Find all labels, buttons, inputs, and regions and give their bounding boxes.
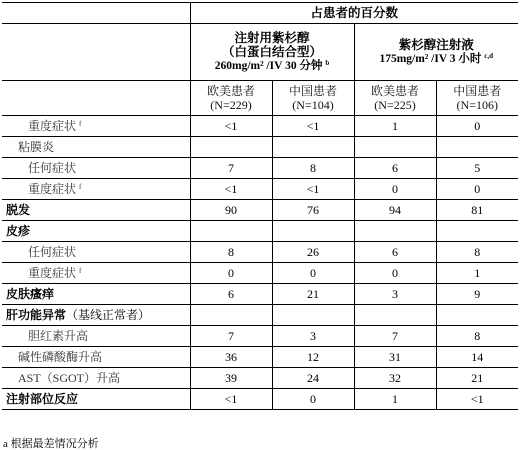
table-cell: 21 bbox=[436, 368, 518, 389]
table-row bbox=[2, 116, 518, 137]
table-cell: 7 bbox=[354, 326, 436, 347]
table-cell bbox=[354, 305, 436, 326]
table-cell: 94 bbox=[354, 200, 436, 221]
table-cell: 36 bbox=[190, 347, 272, 368]
row-label-note: （基线正常者） bbox=[66, 308, 151, 322]
footnote-mark: f bbox=[79, 120, 82, 128]
table-cell bbox=[190, 221, 272, 242]
table-row bbox=[2, 242, 518, 263]
table-cell: 9 bbox=[436, 284, 518, 305]
table-row bbox=[2, 200, 518, 221]
table-cell: 0 bbox=[436, 116, 518, 137]
table-cell: 8 bbox=[272, 158, 354, 179]
table-cell bbox=[354, 137, 436, 158]
column-header bbox=[436, 81, 518, 116]
row-label bbox=[2, 305, 190, 326]
row-label-text: 任何症状 bbox=[28, 245, 77, 259]
row-label bbox=[2, 200, 190, 221]
table-cell: 6 bbox=[354, 242, 436, 263]
group-header-paclitaxel-injection bbox=[354, 24, 518, 81]
table-row bbox=[2, 305, 518, 326]
table-cell: 8 bbox=[436, 242, 518, 263]
table-cell: 0 bbox=[436, 179, 518, 200]
row-label-text: 粘膜炎 bbox=[18, 140, 55, 154]
group1-dose bbox=[195, 59, 350, 73]
table-cell: <1 bbox=[190, 389, 272, 410]
table-cell: 39 bbox=[190, 368, 272, 389]
row-label-text: 脱发 bbox=[6, 203, 31, 217]
group1-name: 注射用紫杉醇 bbox=[234, 31, 310, 45]
table-row bbox=[2, 368, 518, 389]
row-label-text: AST（SGOT）升高 bbox=[18, 371, 121, 385]
table-row bbox=[2, 263, 518, 284]
row-label-text: 皮疹 bbox=[6, 224, 31, 238]
table-cell: <1 bbox=[190, 179, 272, 200]
table-cell: 1 bbox=[436, 263, 518, 284]
group2-name: 紫杉醇注射液 bbox=[398, 38, 474, 52]
row-label bbox=[2, 116, 190, 137]
row-label-text: 碱性磷酸酶升高 bbox=[18, 350, 103, 364]
column-header-name: 欧美患者 bbox=[206, 84, 255, 98]
table-cell: 3 bbox=[354, 284, 436, 305]
table-cell bbox=[436, 305, 518, 326]
row-label bbox=[2, 158, 190, 179]
row-label-text: 重度症状 bbox=[28, 119, 77, 133]
table-cell bbox=[436, 137, 518, 158]
row-label bbox=[2, 347, 190, 368]
header-empty-cell bbox=[2, 24, 190, 81]
column-header bbox=[190, 81, 272, 116]
row-label-text: 重度症状 bbox=[28, 266, 77, 280]
table-cell: 81 bbox=[436, 200, 518, 221]
column-header bbox=[354, 81, 436, 116]
table-cell bbox=[436, 221, 518, 242]
column-header-name: 中国患者 bbox=[288, 84, 337, 98]
row-label bbox=[2, 137, 190, 158]
group-header-nab-paclitaxel bbox=[190, 24, 354, 81]
table-cell bbox=[190, 305, 272, 326]
row-label-text: 胆红素升高 bbox=[28, 329, 89, 343]
row-label-text: 重度症状 bbox=[28, 182, 77, 196]
table-cell: <1 bbox=[436, 389, 518, 410]
table-cell: 24 bbox=[272, 368, 354, 389]
row-label bbox=[2, 242, 190, 263]
table-cell: 32 bbox=[354, 368, 436, 389]
table-cell: 7 bbox=[190, 158, 272, 179]
table-cell: 21 bbox=[272, 284, 354, 305]
column-header-name: 欧美患者 bbox=[370, 84, 419, 98]
table-cell: 0 bbox=[272, 263, 354, 284]
table-cell bbox=[354, 221, 436, 242]
column-header-n: (N=225) bbox=[374, 98, 416, 112]
table-cell: 3 bbox=[272, 326, 354, 347]
table-cell: 7 bbox=[190, 326, 272, 347]
row-label bbox=[2, 221, 190, 242]
table-cell: 31 bbox=[354, 347, 436, 368]
table-cell: 5 bbox=[436, 158, 518, 179]
table-cell: 0 bbox=[354, 263, 436, 284]
table-row bbox=[2, 158, 518, 179]
row-label bbox=[2, 326, 190, 347]
table-cell: 0 bbox=[354, 179, 436, 200]
adverse-events-table bbox=[2, 2, 518, 410]
table-cell: 1 bbox=[354, 116, 436, 137]
table-row bbox=[2, 284, 518, 305]
table-cell: 14 bbox=[436, 347, 518, 368]
table-cell bbox=[190, 137, 272, 158]
group1-footnote-mark: b bbox=[325, 59, 330, 67]
table-cell: 12 bbox=[272, 347, 354, 368]
table-row bbox=[2, 179, 518, 200]
column-header-n: (N=229) bbox=[210, 98, 252, 112]
column-header-name: 中国患者 bbox=[453, 84, 502, 98]
table-row bbox=[2, 221, 518, 242]
row-label bbox=[2, 368, 190, 389]
table-cell: 8 bbox=[436, 326, 518, 347]
header-empty-cell bbox=[2, 3, 190, 24]
column-header-n: (N=104) bbox=[292, 98, 334, 112]
row-label bbox=[2, 389, 190, 410]
header-empty-cell bbox=[2, 81, 190, 116]
table-cell: 1 bbox=[354, 389, 436, 410]
table-row bbox=[2, 137, 518, 158]
row-label-text: 皮肤瘙痒 bbox=[6, 287, 55, 301]
header-row-title bbox=[2, 3, 518, 24]
header-title: 占患者的百分数 bbox=[190, 3, 518, 24]
row-label-text: 肝功能异常 bbox=[6, 308, 67, 322]
row-label-text: 任何症状 bbox=[28, 161, 77, 175]
row-label bbox=[2, 284, 190, 305]
table-cell: 0 bbox=[272, 389, 354, 410]
group2-dose-text: 175mg/m² /IV 3 小时 bbox=[379, 53, 482, 65]
group2-dose bbox=[359, 52, 515, 66]
table-row bbox=[2, 389, 518, 410]
table-cell: <1 bbox=[272, 116, 354, 137]
table-cell: <1 bbox=[190, 116, 272, 137]
column-header bbox=[272, 81, 354, 116]
group1-dose-text: 260mg/m² /IV 30 分钟 bbox=[214, 60, 323, 72]
table-cell: 6 bbox=[190, 284, 272, 305]
table-cell: 76 bbox=[272, 200, 354, 221]
table-cell: 6 bbox=[354, 158, 436, 179]
table-cell: 90 bbox=[190, 200, 272, 221]
header-row-populations bbox=[2, 81, 518, 116]
table-row bbox=[2, 347, 518, 368]
row-label-text: 注射部位反应 bbox=[6, 392, 79, 406]
row-label bbox=[2, 179, 190, 200]
table-cell: 8 bbox=[190, 242, 272, 263]
header-row-groups bbox=[2, 24, 518, 81]
group1-subtitle: （白蛋白结合型） bbox=[221, 45, 322, 59]
row-label bbox=[2, 263, 190, 284]
table-cell bbox=[272, 137, 354, 158]
table-cell bbox=[272, 305, 354, 326]
footnote-mark: f bbox=[79, 183, 82, 191]
table-row bbox=[2, 326, 518, 347]
table-cell bbox=[272, 221, 354, 242]
table-cell: <1 bbox=[272, 179, 354, 200]
table-cell: 26 bbox=[272, 242, 354, 263]
table-cell: 0 bbox=[190, 263, 272, 284]
column-header-n: (N=106) bbox=[456, 98, 498, 112]
group2-footnote-mark: c,d bbox=[484, 52, 494, 60]
table-footnote: a 根据最差情况分析 bbox=[3, 438, 99, 450]
footnote-mark: f bbox=[79, 267, 82, 275]
